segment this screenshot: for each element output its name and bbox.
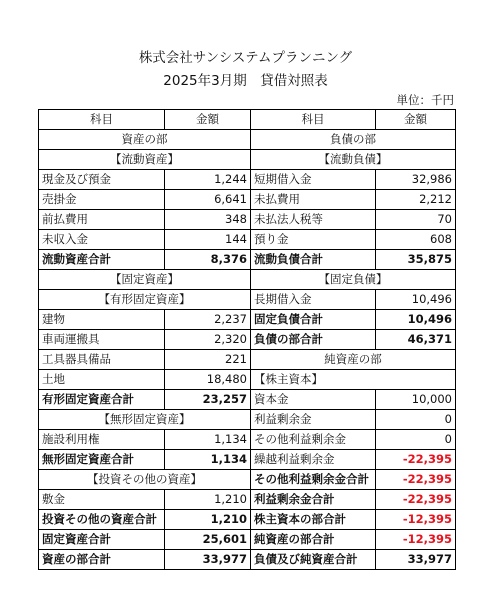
table-row (39, 470, 456, 490)
asset-subtotal-amount: 25,601 (165, 530, 251, 550)
category-header: 【固定負債】 (251, 270, 456, 290)
table-row (39, 290, 456, 310)
asset-subtotal-label: 投資その他の資産合計 (39, 510, 165, 530)
unit-label: 単位：千円 (396, 93, 454, 107)
section-header-net-assets: 純資産の部 (251, 350, 456, 370)
liability-subtotal-amount: 46,371 (376, 330, 456, 350)
liability-subtotal-amount: 35,875 (376, 250, 456, 270)
category-header: 【株主資本】 (251, 370, 456, 390)
asset-amount: 348 (165, 210, 251, 230)
table-row (39, 150, 456, 170)
asset-item: 未収入金 (39, 230, 165, 250)
asset-item: 現金及び預金 (39, 170, 165, 190)
asset-amount: 1,134 (165, 430, 251, 450)
asset-item: 前払費用 (39, 210, 165, 230)
asset-amount: 221 (165, 350, 251, 370)
asset-subtotal-label: 流動資産合計 (39, 250, 165, 270)
equity-negative-amount: -22,395 (376, 470, 456, 490)
table-row (39, 170, 456, 190)
asset-amount: 1,210 (165, 490, 251, 510)
equity-subtotal-label: 純資産の部合計 (251, 530, 376, 550)
asset-item: 敷金 (39, 490, 165, 510)
liability-amount-header: 金額 (376, 110, 456, 130)
liability-amount: 32,986 (376, 170, 456, 190)
equity-item: 繰越利益剰余金 (251, 450, 376, 470)
category-header: 【流動負債】 (251, 150, 456, 170)
category-header: 【無形固定資産】 (39, 410, 251, 430)
liability-subtotal-label: 負債の部合計 (251, 330, 376, 350)
liability-amount: 2,212 (376, 190, 456, 210)
asset-subtotal-label: 有形固定資産合計 (39, 390, 165, 410)
equity-subtotal-label: 利益剰余金合計 (251, 490, 376, 510)
section-header-assets: 資産の部 (39, 130, 251, 150)
table-row (39, 190, 456, 210)
equity-negative-amount: -22,395 (376, 450, 456, 470)
category-header: 【投資その他の資産】 (39, 470, 251, 490)
table-row (39, 350, 456, 370)
table-row (39, 210, 456, 230)
total-liabilities-net-assets-amount: 33,977 (376, 550, 456, 570)
table-row (39, 430, 456, 450)
table-row (39, 510, 456, 530)
asset-subtotal-label: 無形固定資産合計 (39, 450, 165, 470)
liability-subtotal-label: 流動負債合計 (251, 250, 376, 270)
liability-subtotal-amount: 10,496 (376, 310, 456, 330)
asset-amount: 1,244 (165, 170, 251, 190)
document-title: 2025年3月期 貸借対照表 (163, 73, 328, 89)
equity-item: 資本金 (251, 390, 376, 410)
table-row (39, 490, 456, 510)
equity-amount: 10,000 (376, 390, 456, 410)
table-header-row (39, 110, 456, 130)
asset-item: 建物 (39, 310, 165, 330)
asset-subtotal-label: 固定資産合計 (39, 530, 165, 550)
total-assets-amount: 33,977 (165, 550, 251, 570)
equity-negative-amount: -12,395 (376, 530, 456, 550)
asset-item: 車両運搬具 (39, 330, 165, 350)
category-header: 【流動資産】 (39, 150, 251, 170)
equity-subtotal-label: その他利益剰余金合計 (251, 470, 376, 490)
asset-amount: 6,641 (165, 190, 251, 210)
liability-subtotal-label: 固定負債合計 (251, 310, 376, 330)
table-row (39, 230, 456, 250)
company-name: 株式会社サンシステムプランニング (138, 50, 353, 66)
table-row (39, 370, 456, 390)
liability-amount: 608 (376, 230, 456, 250)
equity-amount: 0 (376, 410, 456, 430)
asset-amount: 2,237 (165, 310, 251, 330)
total-assets-label: 資産の部合計 (39, 550, 165, 570)
liability-item: 短期借入金 (251, 170, 376, 190)
asset-item: 土地 (39, 370, 165, 390)
table-row (39, 450, 456, 470)
table-row (39, 390, 456, 410)
asset-item-header: 科目 (39, 110, 165, 130)
asset-amount: 18,480 (165, 370, 251, 390)
table-row (39, 550, 456, 570)
asset-subtotal-amount: 1,134 (165, 450, 251, 470)
equity-negative-amount: -12,395 (376, 510, 456, 530)
equity-item: その他利益剰余金 (251, 430, 376, 450)
asset-amount-header: 金額 (165, 110, 251, 130)
total-liabilities-net-assets-label: 負債及び純資産合計 (251, 550, 376, 570)
table-row (39, 250, 456, 270)
section-header-liabilities: 負債の部 (251, 130, 456, 150)
liability-item: 未払法人税等 (251, 210, 376, 230)
table-row (39, 270, 456, 290)
equity-negative-amount: -22,395 (376, 490, 456, 510)
liability-item: 長期借入金 (251, 290, 376, 310)
liability-amount: 10,496 (376, 290, 456, 310)
category-header: 【固定資産】 (39, 270, 251, 290)
liability-amount: 70 (376, 210, 456, 230)
asset-subtotal-amount: 1,210 (165, 510, 251, 530)
table-row (39, 310, 456, 330)
asset-amount: 2,320 (165, 330, 251, 350)
asset-item: 施設利用権 (39, 430, 165, 450)
asset-subtotal-amount: 8,376 (165, 250, 251, 270)
asset-item: 売掛金 (39, 190, 165, 210)
liability-item: 預り金 (251, 230, 376, 250)
asset-amount: 144 (165, 230, 251, 250)
balance-sheet-table (38, 109, 456, 570)
liability-item-header: 科目 (251, 110, 376, 130)
table-row (39, 130, 456, 150)
equity-subtotal-label: 株主資本の部合計 (251, 510, 376, 530)
asset-subtotal-amount: 23,257 (165, 390, 251, 410)
table-row (39, 530, 456, 550)
asset-item: 工具器具備品 (39, 350, 165, 370)
table-row (39, 330, 456, 350)
liability-item: 未払費用 (251, 190, 376, 210)
equity-amount: 0 (376, 430, 456, 450)
table-row (39, 410, 456, 430)
category-header: 【有形固定資産】 (39, 290, 251, 310)
equity-item: 利益剰余金 (251, 410, 376, 430)
